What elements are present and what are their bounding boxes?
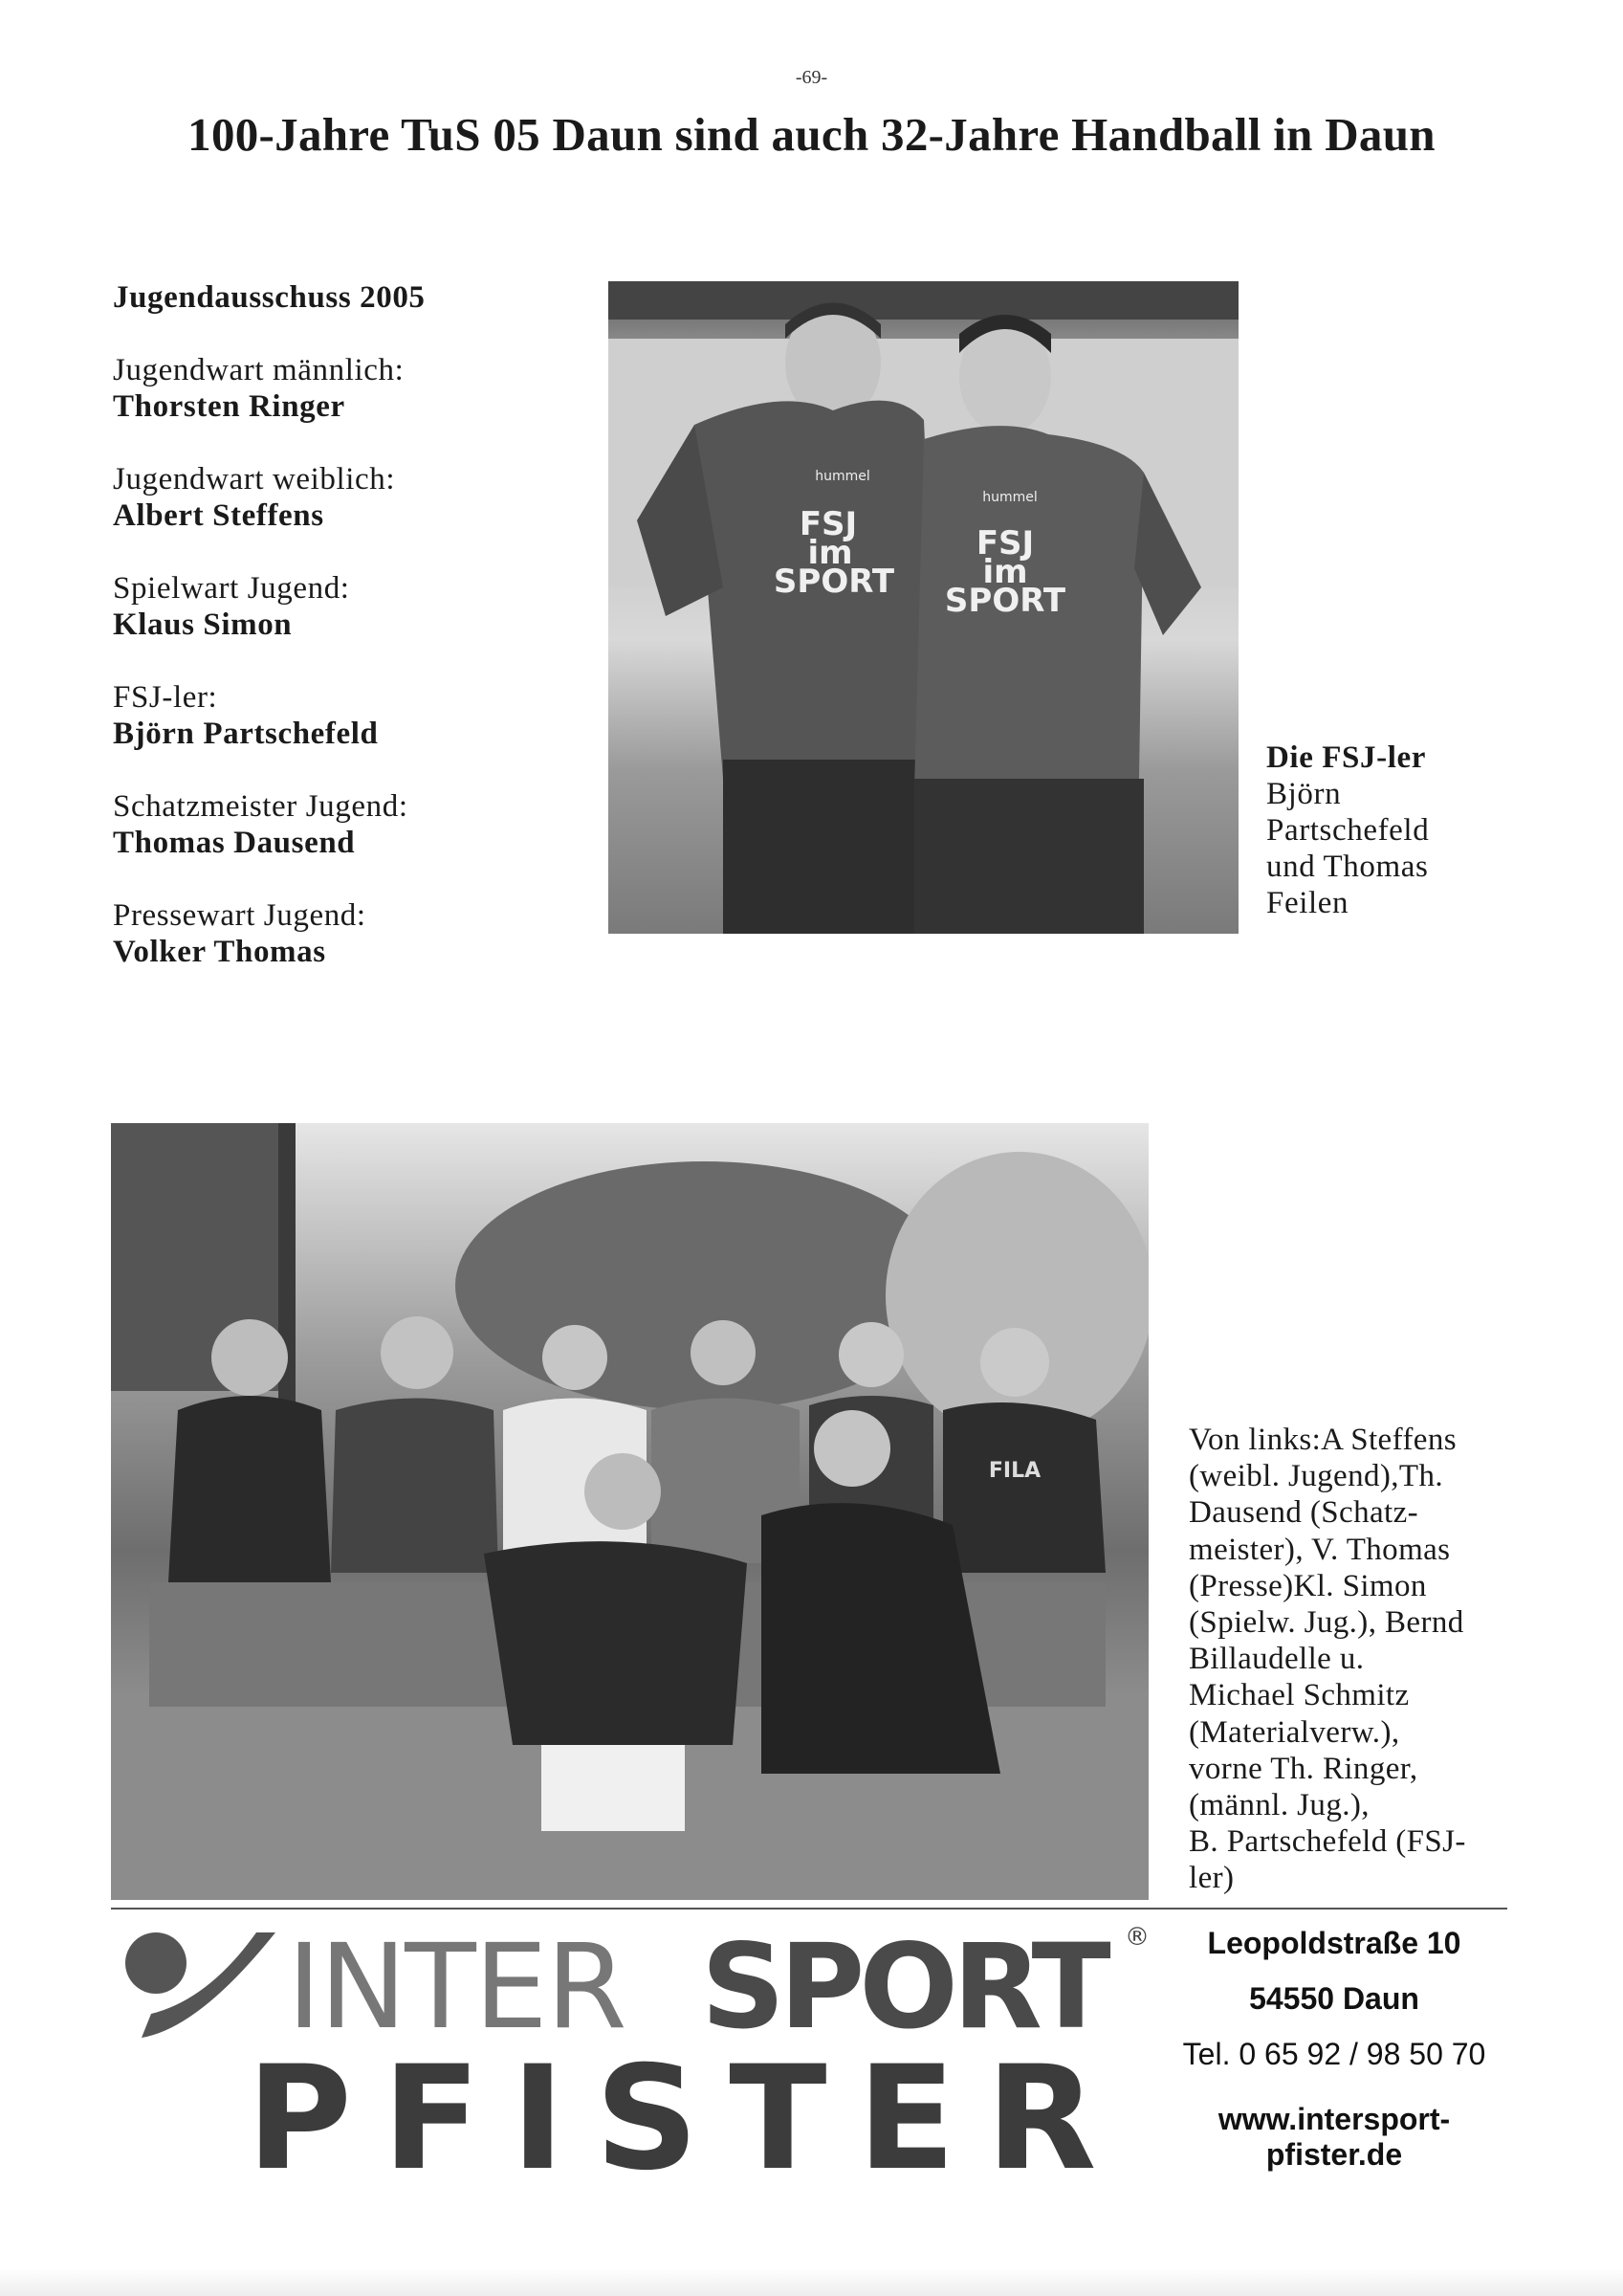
role-block [113,570,562,643]
fsj-photo [608,281,1239,934]
page-bottom-edge [0,2267,1623,2296]
caption-line: (Materialverw.), [1189,1714,1400,1750]
shirt-text: FSJ [799,505,858,543]
fsj-photo-drawing [608,281,1239,934]
shirt-text: SPORT [773,563,895,601]
fsj-photo-caption [1266,740,1515,921]
role-block [113,461,562,534]
role-label: FSJ-ler: [113,680,218,715]
caption-line: meister), V. Thomas [1189,1532,1451,1567]
page-title: 100-Jahre TuS 05 Daun sind auch 32-Jahre Handball in Daun [187,108,1436,161]
caption-line: vorne Th. Ringer, [1189,1751,1418,1786]
role-block [113,352,562,425]
role-name: Albert Steffens [113,498,324,533]
role-block [113,679,562,752]
role-block [113,897,562,970]
brand-sport: SPORT [701,1919,1106,2055]
caption-line: Dausend (Schatz- [1189,1495,1419,1531]
ad-street: Leopoldstraße 10 [1207,1926,1461,1960]
tree-canopy [608,281,1239,320]
page-number: -69- [795,67,828,88]
caption-line: (weibl. Jugend),Th. [1189,1459,1444,1494]
role-label: Jugendwart weiblich: [113,462,396,497]
intersport-logo [113,1913,1155,2202]
pfister-wordmark: PFISTER [247,2036,1128,2202]
role-name: Klaus Simon [113,607,293,642]
role-name: Björn Partschefeld [113,717,379,751]
group-photo [111,1123,1149,1900]
role-name: Thomas Dausend [113,826,356,860]
ad-city: 54550 Daun [1249,1981,1419,2016]
shirt-text: im [807,534,853,572]
role-name: Thorsten Ringer [113,389,345,424]
caption-title: Die FSJ-ler [1266,740,1426,775]
group-photo-caption [1189,1422,1514,1897]
committee-heading: Jugendausschuss 2005 [113,280,426,315]
caption-line: ler) [1189,1861,1235,1896]
shirt-label: FILA [988,1459,1042,1483]
caption-line: B. Partschefeld (FSJ- [1189,1824,1466,1860]
caption-line: (Spielw. Jug.), Bernd [1189,1605,1464,1641]
ad-divider [111,1908,1507,1910]
caption-line: (Presse)Kl. Simon [1189,1568,1427,1603]
role-label: Jugendwart männlich: [113,353,405,387]
caption-line: Feilen [1266,886,1349,920]
ad-phone: Tel. 0 65 92 / 98 50 70 [1182,2037,1486,2071]
role-name: Volker Thomas [113,935,326,969]
shirt-text: SPORT [944,582,1066,620]
caption-line: (männl. Jug.), [1189,1788,1370,1823]
ad-website-cont: pfister.de [1265,2137,1403,2172]
caption-line: und Thomas [1266,850,1429,884]
caption-line: Björn [1266,777,1342,811]
brand-inter: INTER [287,1919,625,2055]
caption-line: Von links:A Steffens [1189,1423,1457,1457]
role-label: Pressewart Jugend: [113,898,366,933]
shirt-text: im [982,553,1028,591]
caption-line: Michael Schmitz [1189,1678,1410,1713]
role-block [113,788,562,861]
role-label: Spielwart Jugend: [113,571,350,606]
brand-label: hummel [982,490,1038,505]
caption-line: Billaudelle u. [1189,1642,1365,1677]
ad-website: www.intersport- [1217,2102,1451,2136]
registered-mark: ® [1125,1923,1150,1952]
shirt-text: FSJ [976,524,1035,563]
committee-list [113,279,562,1006]
role-label: Schatzmeister Jugend: [113,789,408,824]
caption-line: Partschefeld [1266,813,1430,848]
group-photo-drawing [111,1123,1149,1900]
brand-label: hummel [815,469,870,484]
